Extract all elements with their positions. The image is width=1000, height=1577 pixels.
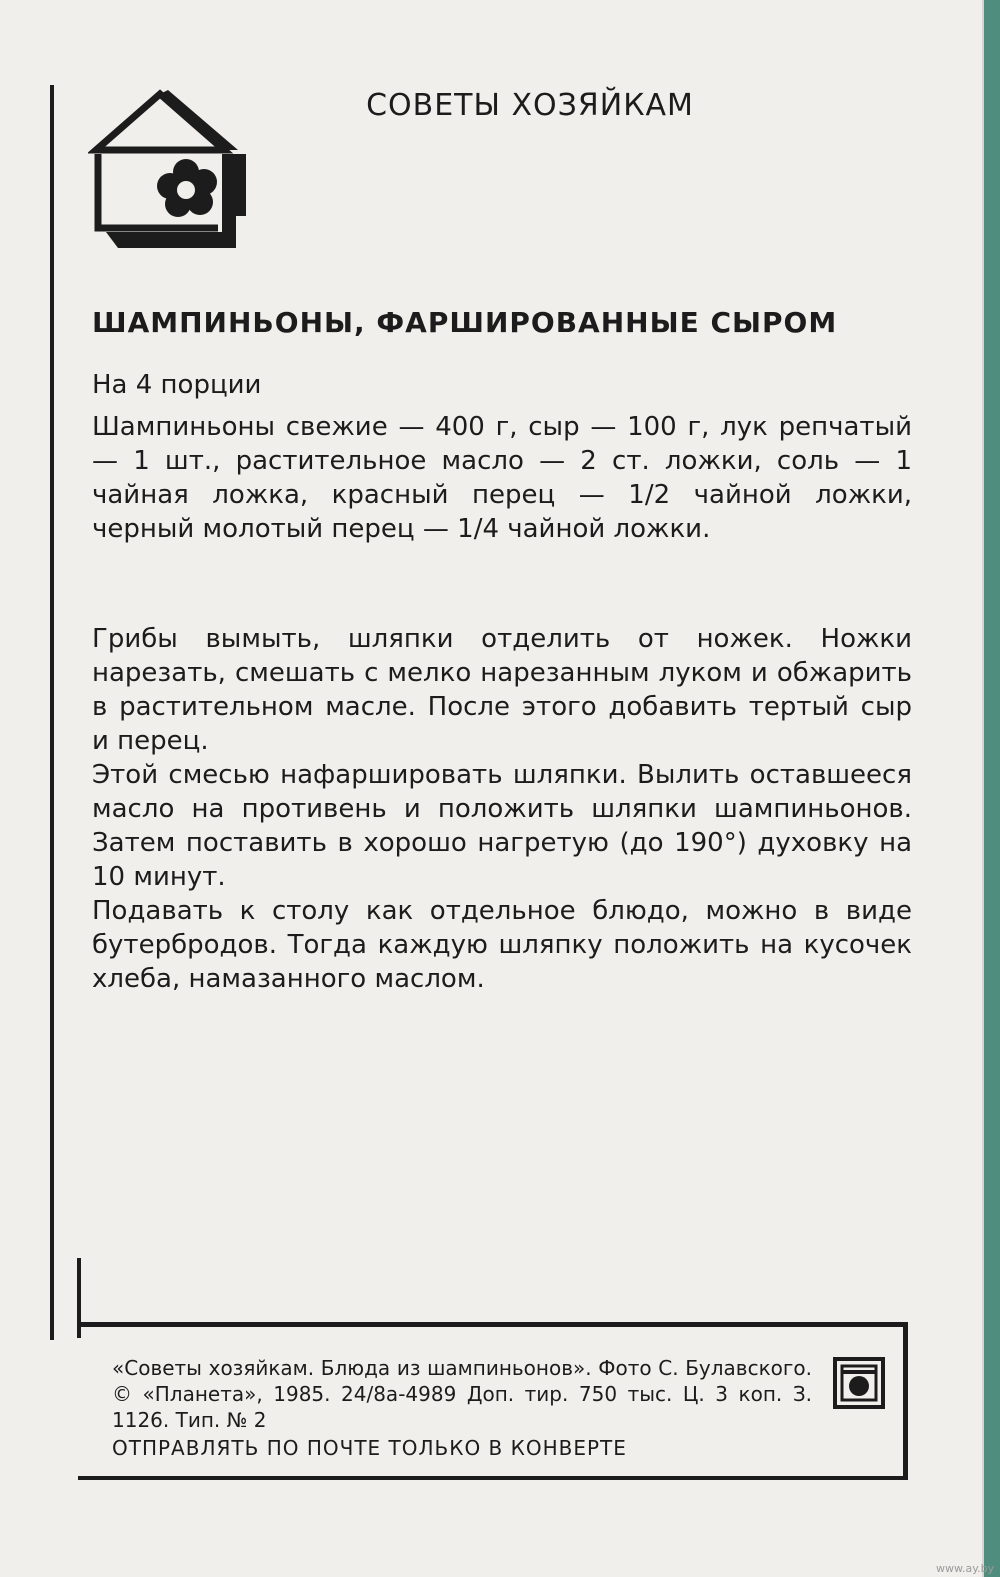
series-title: СОВЕТЫ ХОЗЯЙКАМ <box>366 88 694 123</box>
imprint-text: «Советы хозяйкам. Блюда из шампиньонов». Фото С. Булавского. © «Планета», 1985. 24/8а-4989 Доп. тир. 750 тыс. Ц. 3 коп. З. 1126. Тип. № 2 <box>112 1356 812 1432</box>
portions-label: На 4 порции <box>92 370 262 400</box>
watermark: www.ay.by <box>936 1562 995 1575</box>
mailing-notice: ОТПРАВЛЯТЬ ПО ПОЧТЕ ТОЛЬКО В КОНВЕРТЕ <box>112 1436 627 1460</box>
ingredients-text: Шампиньоны свежие — 400 г, сыр — 100 г, лук репчатый — 1 шт., растительное масло — 2 ст. ложки, соль — 1 чайная ложка, красный перец — 1/2 чайной ложки, черный молотый перец — 1/4 чайной ложки. <box>92 412 912 544</box>
recipe-title: ШАМПИНЬОНЫ, ФАРШИРОВАННЫЕ СЫРОМ <box>92 306 838 339</box>
method-paragraph: Подавать к столу как отдельное блюдо, можно в виде бутербродов. Тогда каждую шляпку положить на кусочек хлеба, намазанного маслом. <box>92 896 912 994</box>
method-paragraph: Грибы вымыть, шляпки отделить от ножек. Ножки нарезать, смешать с мелко нарезанным луком и обжарить в растительном масле. После этого добавить тертый сыр и перец. <box>92 624 912 756</box>
method-text <box>92 622 912 996</box>
publisher-logo-icon <box>832 1356 886 1410</box>
method-paragraph: Этой смесью нафаршировать шляпки. Вылить оставшееся масло на противень и положить шляпки шампиньонов. Затем поставить в хорошо нагретую (до 190°) духовку на 10 минут. <box>92 760 912 892</box>
house-flower-logo-icon <box>88 88 258 253</box>
frame-left-rule <box>50 85 54 1340</box>
